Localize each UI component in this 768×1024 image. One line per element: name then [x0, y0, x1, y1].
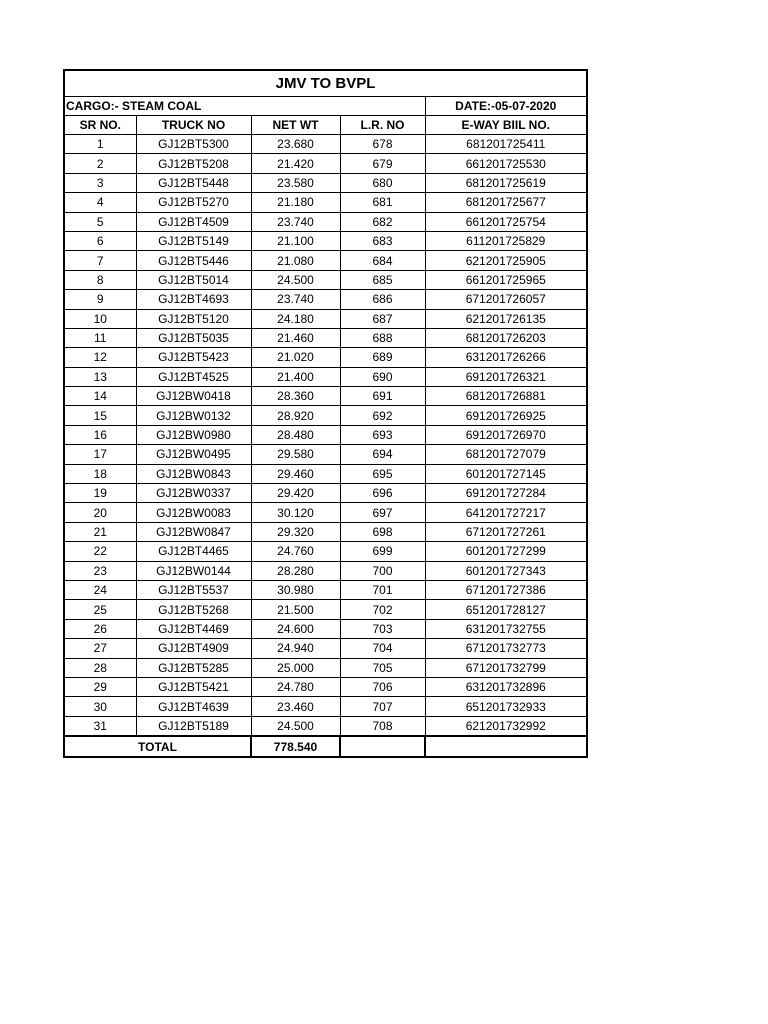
eway-bill-cell: 651201732933: [425, 697, 587, 716]
table-row: [64, 619, 587, 638]
table-row: [64, 387, 587, 406]
net-wt-cell: 24.780: [251, 677, 340, 696]
table-row: [64, 464, 587, 483]
sr-no-cell: 19: [64, 484, 136, 503]
eway-bill-cell: 661201725965: [425, 270, 587, 289]
date-label: DATE:-05-07-2020: [425, 97, 587, 116]
lr-no-cell: 687: [340, 309, 425, 328]
table-row: [64, 212, 587, 231]
eway-bill-cell: 681201726881: [425, 387, 587, 406]
sr-no-cell: 16: [64, 425, 136, 444]
sr-no-cell: 21: [64, 522, 136, 541]
table-row: [64, 309, 587, 328]
truck-no-cell: GJ12BT5120: [136, 309, 251, 328]
header-lr-no: L.R. NO: [340, 116, 425, 135]
net-wt-cell: 21.100: [251, 231, 340, 250]
sr-no-cell: 22: [64, 542, 136, 561]
net-wt-cell: 24.500: [251, 270, 340, 289]
sr-no-cell: 26: [64, 619, 136, 638]
net-wt-cell: 30.120: [251, 503, 340, 522]
lr-no-cell: 678: [340, 135, 425, 154]
lr-no-cell: 702: [340, 600, 425, 619]
table-row: [64, 522, 587, 541]
table-row: [64, 270, 587, 289]
truck-no-cell: GJ12BT5149: [136, 231, 251, 250]
truck-no-cell: GJ12BW0847: [136, 522, 251, 541]
truck-no-cell: GJ12BW0132: [136, 406, 251, 425]
truck-no-cell: GJ12BW0144: [136, 561, 251, 580]
lr-no-cell: 683: [340, 231, 425, 250]
sr-no-cell: 18: [64, 464, 136, 483]
lr-no-cell: 707: [340, 697, 425, 716]
truck-no-cell: GJ12BW0083: [136, 503, 251, 522]
net-wt-cell: 28.280: [251, 561, 340, 580]
lr-no-cell: 708: [340, 716, 425, 736]
table-row: [64, 542, 587, 561]
sr-no-cell: 30: [64, 697, 136, 716]
lr-no-cell: 703: [340, 619, 425, 638]
eway-bill-cell: 661201725754: [425, 212, 587, 231]
truck-no-cell: GJ12BW0980: [136, 425, 251, 444]
total-label: TOTAL: [64, 736, 251, 757]
sr-no-cell: 13: [64, 367, 136, 386]
eway-bill-cell: 621201726135: [425, 309, 587, 328]
lr-no-cell: 691: [340, 387, 425, 406]
table-row: [64, 600, 587, 619]
lr-no-cell: 699: [340, 542, 425, 561]
lr-no-cell: 684: [340, 251, 425, 270]
cargo-label: CARGO:- STEAM COAL: [64, 97, 425, 116]
sr-no-cell: 4: [64, 193, 136, 212]
net-wt-cell: 21.460: [251, 328, 340, 347]
net-wt-cell: 21.420: [251, 154, 340, 173]
net-wt-cell: 28.480: [251, 425, 340, 444]
eway-bill-cell: 671201727261: [425, 522, 587, 541]
table-row: [64, 561, 587, 580]
header-eway-bill-no: E-WAY BIIL NO.: [425, 116, 587, 135]
eway-bill-cell: 691201726925: [425, 406, 587, 425]
sr-no-cell: 25: [64, 600, 136, 619]
lr-no-cell: 680: [340, 173, 425, 192]
sr-no-cell: 23: [64, 561, 136, 580]
net-wt-cell: 23.680: [251, 135, 340, 154]
table-row: [64, 503, 587, 522]
truck-no-cell: GJ12BT5189: [136, 716, 251, 736]
truck-no-cell: GJ12BW0843: [136, 464, 251, 483]
sr-no-cell: 11: [64, 328, 136, 347]
eway-bill-cell: 631201726266: [425, 348, 587, 367]
lr-no-cell: 704: [340, 639, 425, 658]
table-row: [64, 251, 587, 270]
header-net-wt: NET WT: [251, 116, 340, 135]
sr-no-cell: 28: [64, 658, 136, 677]
truck-no-cell: GJ12BT5035: [136, 328, 251, 347]
eway-bill-cell: 681201725677: [425, 193, 587, 212]
net-wt-cell: 28.920: [251, 406, 340, 425]
eway-bill-cell: 681201725619: [425, 173, 587, 192]
truck-no-cell: GJ12BT4509: [136, 212, 251, 231]
truck-no-cell: GJ12BT5014: [136, 270, 251, 289]
truck-no-cell: GJ12BW0495: [136, 445, 251, 464]
net-wt-cell: 21.020: [251, 348, 340, 367]
table-row: [64, 658, 587, 677]
eway-bill-cell: 621201725905: [425, 251, 587, 270]
sr-no-cell: 31: [64, 716, 136, 736]
table-row: [64, 716, 587, 736]
lr-no-cell: 688: [340, 328, 425, 347]
lr-no-cell: 695: [340, 464, 425, 483]
total-row: [64, 736, 587, 757]
net-wt-cell: 28.360: [251, 387, 340, 406]
lr-no-cell: 701: [340, 580, 425, 599]
eway-bill-cell: 631201732755: [425, 619, 587, 638]
sr-no-cell: 24: [64, 580, 136, 599]
lr-no-cell: 681: [340, 193, 425, 212]
truck-no-cell: GJ12BT4909: [136, 639, 251, 658]
net-wt-cell: 29.580: [251, 445, 340, 464]
eway-bill-cell: 681201727079: [425, 445, 587, 464]
eway-bill-cell: 671201726057: [425, 290, 587, 309]
sr-no-cell: 6: [64, 231, 136, 250]
header-truck-no: TRUCK NO: [136, 116, 251, 135]
net-wt-cell: 25.000: [251, 658, 340, 677]
sr-no-cell: 1: [64, 135, 136, 154]
truck-no-cell: GJ12BW0418: [136, 387, 251, 406]
lr-no-cell: 700: [340, 561, 425, 580]
table-row: [64, 639, 587, 658]
truck-no-cell: GJ12BT5448: [136, 173, 251, 192]
sr-no-cell: 9: [64, 290, 136, 309]
lr-no-cell: 682: [340, 212, 425, 231]
net-wt-cell: 23.740: [251, 290, 340, 309]
table-row: [64, 193, 587, 212]
net-wt-cell: 24.500: [251, 716, 340, 736]
sr-no-cell: 17: [64, 445, 136, 464]
net-wt-cell: 21.080: [251, 251, 340, 270]
lr-no-cell: 698: [340, 522, 425, 541]
net-wt-cell: 29.420: [251, 484, 340, 503]
lr-no-cell: 689: [340, 348, 425, 367]
table-row: [64, 231, 587, 250]
table-row: [64, 290, 587, 309]
table-body: [64, 135, 587, 737]
eway-bill-cell: 631201732896: [425, 677, 587, 696]
header-sr-no: SR NO.: [64, 116, 136, 135]
lr-no-cell: 697: [340, 503, 425, 522]
table-row: [64, 484, 587, 503]
sr-no-cell: 5: [64, 212, 136, 231]
lr-no-cell: 692: [340, 406, 425, 425]
eway-bill-cell: 661201725530: [425, 154, 587, 173]
net-wt-cell: 29.320: [251, 522, 340, 541]
eway-bill-cell: 621201732992: [425, 716, 587, 736]
net-wt-cell: 21.500: [251, 600, 340, 619]
net-wt-cell: 29.460: [251, 464, 340, 483]
truck-no-cell: GJ12BT4693: [136, 290, 251, 309]
truck-no-cell: GJ12BT5537: [136, 580, 251, 599]
eway-bill-cell: 681201726203: [425, 328, 587, 347]
lr-no-cell: 679: [340, 154, 425, 173]
sheet-title: JMV TO BVPL: [64, 70, 587, 97]
table-row: [64, 425, 587, 444]
net-wt-cell: 24.600: [251, 619, 340, 638]
sr-no-cell: 10: [64, 309, 136, 328]
net-wt-cell: 30.980: [251, 580, 340, 599]
truck-no-cell: GJ12BT5270: [136, 193, 251, 212]
table-row: [64, 445, 587, 464]
total-net-wt: 778.540: [251, 736, 340, 757]
table-row: [64, 154, 587, 173]
net-wt-cell: 24.940: [251, 639, 340, 658]
lr-no-cell: 696: [340, 484, 425, 503]
truck-no-cell: GJ12BT5208: [136, 154, 251, 173]
lr-no-cell: 685: [340, 270, 425, 289]
eway-bill-cell: 601201727145: [425, 464, 587, 483]
eway-bill-cell: 691201727284: [425, 484, 587, 503]
sr-no-cell: 20: [64, 503, 136, 522]
lr-no-cell: 705: [340, 658, 425, 677]
truck-no-cell: GJ12BT5268: [136, 600, 251, 619]
truck-no-cell: GJ12BT5423: [136, 348, 251, 367]
eway-bill-cell: 601201727299: [425, 542, 587, 561]
lr-no-cell: 694: [340, 445, 425, 464]
eway-bill-cell: 641201727217: [425, 503, 587, 522]
table-row: [64, 677, 587, 696]
dispatch-table: [63, 69, 588, 758]
total-eway-empty: [425, 736, 587, 757]
table-row: [64, 367, 587, 386]
sr-no-cell: 3: [64, 173, 136, 192]
sr-no-cell: 14: [64, 387, 136, 406]
eway-bill-cell: 671201732799: [425, 658, 587, 677]
sr-no-cell: 8: [64, 270, 136, 289]
eway-bill-cell: 611201725829: [425, 231, 587, 250]
sr-no-cell: 27: [64, 639, 136, 658]
net-wt-cell: 24.760: [251, 542, 340, 561]
truck-no-cell: GJ12BT4469: [136, 619, 251, 638]
table-row: [64, 348, 587, 367]
table-row: [64, 406, 587, 425]
sr-no-cell: 12: [64, 348, 136, 367]
truck-no-cell: GJ12BW0337: [136, 484, 251, 503]
total-lr-empty: [340, 736, 425, 757]
net-wt-cell: 23.460: [251, 697, 340, 716]
truck-no-cell: GJ12BT5300: [136, 135, 251, 154]
eway-bill-cell: 601201727343: [425, 561, 587, 580]
truck-no-cell: GJ12BT5446: [136, 251, 251, 270]
truck-no-cell: GJ12BT5285: [136, 658, 251, 677]
eway-bill-cell: 691201726970: [425, 425, 587, 444]
eway-bill-cell: 671201732773: [425, 639, 587, 658]
lr-no-cell: 693: [340, 425, 425, 444]
eway-bill-cell: 691201726321: [425, 367, 587, 386]
truck-no-cell: GJ12BT4639: [136, 697, 251, 716]
sr-no-cell: 15: [64, 406, 136, 425]
sr-no-cell: 2: [64, 154, 136, 173]
net-wt-cell: 21.400: [251, 367, 340, 386]
sr-no-cell: 29: [64, 677, 136, 696]
table-row: [64, 173, 587, 192]
lr-no-cell: 690: [340, 367, 425, 386]
table-row: [64, 697, 587, 716]
lr-no-cell: 686: [340, 290, 425, 309]
truck-no-cell: GJ12BT4525: [136, 367, 251, 386]
net-wt-cell: 24.180: [251, 309, 340, 328]
eway-bill-cell: 651201728127: [425, 600, 587, 619]
net-wt-cell: 23.580: [251, 173, 340, 192]
eway-bill-cell: 671201727386: [425, 580, 587, 599]
truck-no-cell: GJ12BT4465: [136, 542, 251, 561]
net-wt-cell: 23.740: [251, 212, 340, 231]
eway-bill-cell: 681201725411: [425, 135, 587, 154]
lr-no-cell: 706: [340, 677, 425, 696]
truck-no-cell: GJ12BT5421: [136, 677, 251, 696]
table-row: [64, 580, 587, 599]
net-wt-cell: 21.180: [251, 193, 340, 212]
table-row: [64, 135, 587, 154]
table-row: [64, 328, 587, 347]
sr-no-cell: 7: [64, 251, 136, 270]
